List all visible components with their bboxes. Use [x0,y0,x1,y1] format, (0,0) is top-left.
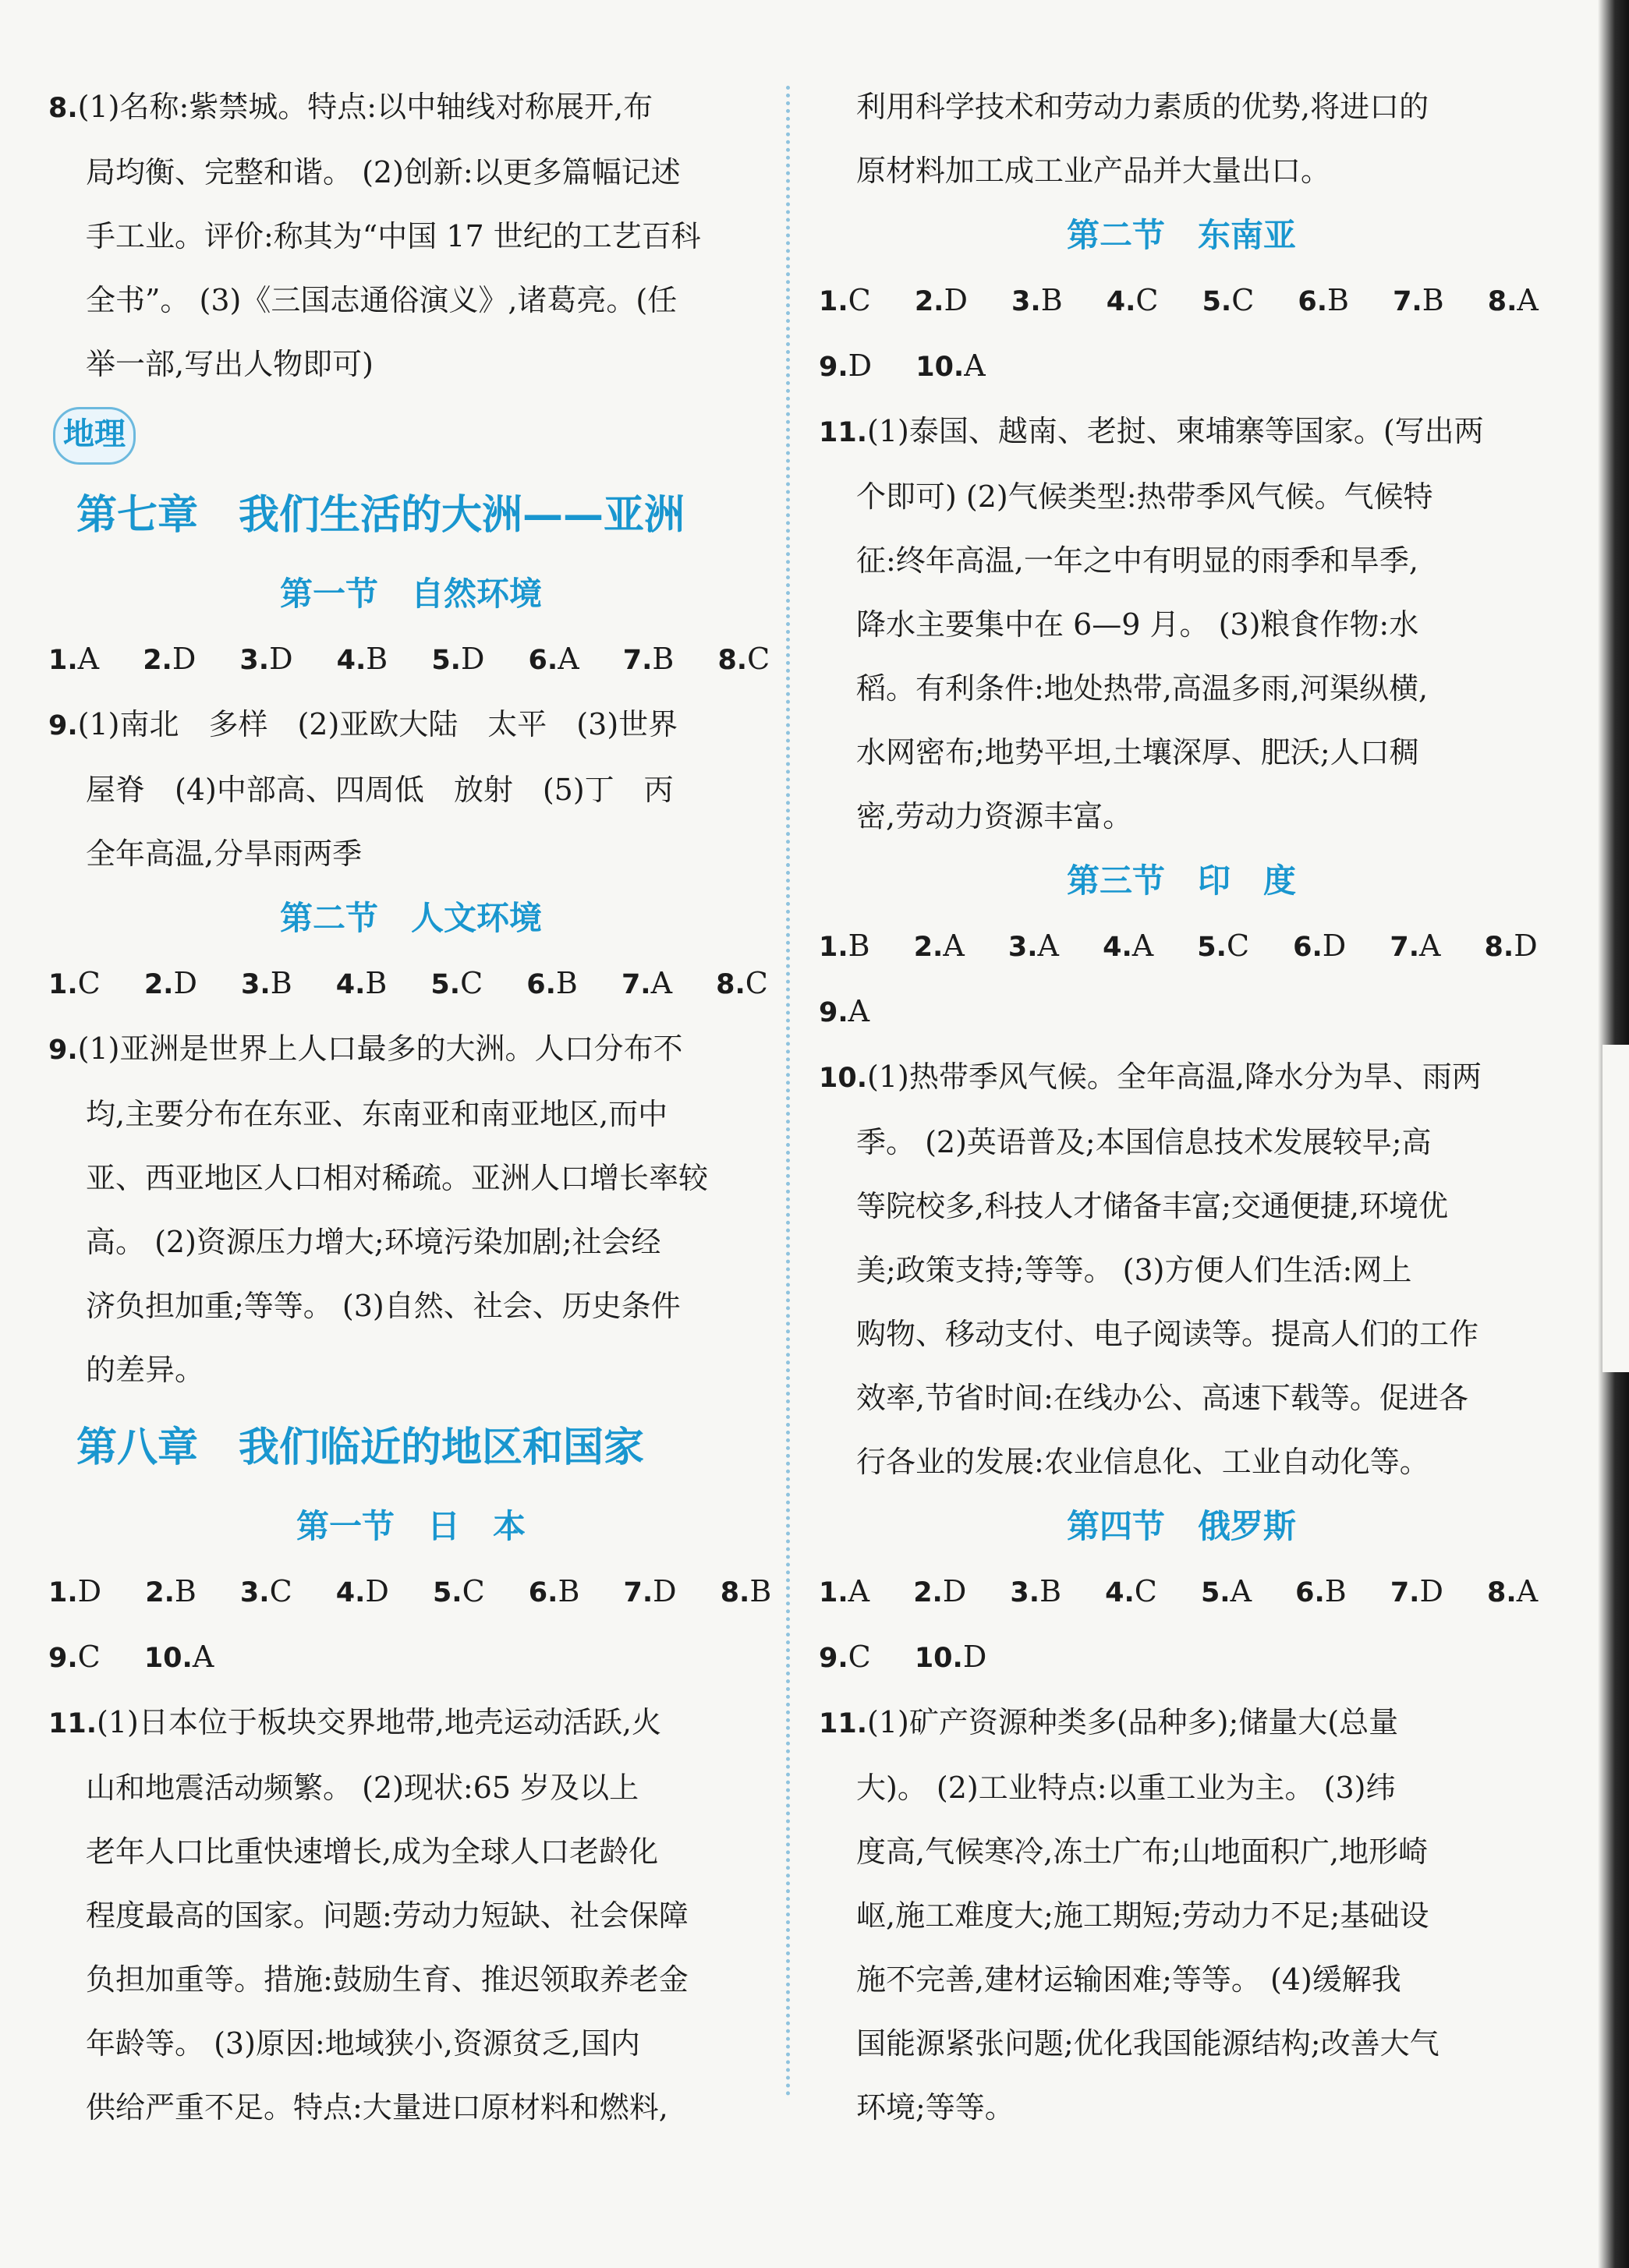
answer-text: 个即可) (2)气候类型:热带季风气候。气候特 [856,479,1433,514]
section-title: 第四节 俄罗斯 [1066,1507,1296,1545]
question-number: 8. [717,645,748,676]
answer-block [48,75,774,396]
question-number: 9. [48,1035,78,1066]
question-number: 10. [915,352,965,383]
question-number: 11. [48,1708,97,1739]
answer-text: 原材料加工成工业产品并大量出口。 [856,154,1331,188]
choice-letter: A [1419,929,1441,963]
choice-answers [48,1559,774,1625]
choice-letter: A [1230,1574,1252,1608]
answer-block [48,1017,774,1402]
question-number: 3. [1010,1577,1040,1608]
answer-text: 的差异。 [86,1353,205,1387]
section-title: 第三节 印 度 [1066,862,1296,900]
choice-letter: C [462,1574,485,1608]
choice-letter: D [944,283,968,317]
choice-letter: D [365,1574,389,1608]
answer-text: 年龄等。 (3)原因:地域狭小,资源贫乏,国内 [86,2026,640,2061]
answer-text: (1)亚洲是世界上人口最多的大洲。人口分布不 [77,1031,683,1066]
choice-letter: D [1419,1574,1443,1608]
answer-block [819,75,1544,203]
question-number: 5. [431,645,461,676]
choice-letter: B [848,929,870,963]
choice-letter: A [848,994,870,1028]
answer-text: 程度最高的国家。问题:劳动力短缺、社会保障 [86,1898,689,1933]
answer-text: 季。 (2)英语普及;本国信息技术发展较早;高 [856,1125,1432,1159]
question-number: 10. [143,1643,193,1674]
choice-letter: B [749,1574,772,1608]
choice-letter: C [460,966,483,1000]
question-number: 3. [239,645,270,676]
question-number: 8. [1487,286,1517,317]
choice-letter: C [1226,929,1250,963]
question-number: 9. [819,1643,848,1674]
answer-text: 亚、西亚地区人口相对稀疏。亚洲人口增长率较 [86,1161,709,1195]
answer-text: 降水主要集中在 6—9 月。 (3)粮食作物:水 [856,607,1419,642]
choice-letter: B [1324,1574,1347,1608]
question-number: 5. [432,1577,462,1608]
choice-letter: A [848,1574,870,1608]
section-title: 第二节 东南亚 [1066,216,1296,254]
choice-letter: D [962,1640,987,1674]
question-number: 2. [145,1577,175,1608]
question-number: 2. [143,969,174,1000]
question-number: 6. [1293,932,1323,963]
page-edge-gap [1602,1045,1629,1372]
choice-answers [819,1559,1544,1625]
answer-text: 施不完善,建材运输困难;等等。 (4)缓解我 [856,1962,1401,1997]
question-number: 1. [819,1577,848,1608]
answer-text: (1)矿产资源种类多(品种多);储量大(总量 [867,1705,1399,1739]
question-number: 3. [1008,932,1038,963]
question-number: 4. [1103,932,1132,963]
answer-text: 供给严重不足。特点:大量进口原材料和燃料, [86,2090,668,2125]
choice-letter: D [1322,929,1347,963]
choice-letter: B [174,1574,197,1608]
choice-letter: C [745,966,768,1000]
choice-letter: B [270,966,292,1000]
question-number: 3. [241,969,271,1000]
question-number: 7. [1390,1577,1420,1608]
choice-letter: D [269,642,293,676]
answer-text: 山和地震活动频繁。 (2)现状:65 岁及以上 [86,1771,639,1805]
choice-letter: C [269,1574,292,1608]
question-number: 8. [1484,932,1514,963]
question-number: 7. [621,969,651,1000]
choice-letter: D [1514,929,1538,963]
question-number: 4. [335,969,366,1000]
choice-letter: A [192,1640,214,1674]
question-number: 9. [819,352,848,383]
question-number: 8. [716,969,745,1000]
choice-letter: B [555,966,578,1000]
answer-block [819,399,1544,848]
answer-text: 局均衡、完整和谐。 (2)创新:以更多篇幅记述 [86,155,681,189]
answer-text: 手工业。评价:称其为“中国 17 世纪的工艺百科 [86,219,701,253]
choice-letter: A [77,642,100,676]
question-number: 7. [1393,286,1422,317]
answer-text: 美;政策支持;等等。 (3)方便人们生活:网上 [856,1253,1412,1287]
choice-letter: C [848,283,871,317]
choice-letter: A [558,642,579,676]
choice-letter: D [77,1574,102,1608]
answer-text: 全年高温,分旱雨两季 [86,837,363,871]
answer-text: 负担加重等。措施:鼓励生育、推迟领取养老金 [86,1962,689,1997]
answer-text: (1)泰国、越南、老挝、柬埔寨等国家。(写出两 [867,414,1484,448]
answer-text: 效率,节省时间:在线办公、高速下载等。促进各 [856,1381,1468,1415]
choice-letter: C [1231,283,1255,317]
choice-letter: A [1517,283,1539,317]
choice-letter: A [1037,929,1059,963]
subject-badge: 地理 [53,407,136,465]
column-divider [786,86,790,2097]
answer-text: (1)热带季风气候。全年高温,降水分为旱、雨两 [867,1060,1482,1094]
choice-answers [48,951,774,1017]
section-title: 第二节 人文环境 [279,899,542,937]
question-number: 10. [819,1063,868,1094]
question-number: 5. [430,969,461,1000]
question-number: 1. [48,1577,78,1608]
choice-letter: A [1516,1574,1539,1608]
question-number: 8. [720,1577,750,1608]
question-number: 4. [335,1577,366,1608]
answer-block [48,1690,774,2139]
choice-letter: D [848,349,873,383]
answer-text: (1)南北 多样 (2)亚欧大陆 太平 (3)世界 [77,707,678,741]
left-column [48,75,774,2139]
choice-letter: D [942,1574,967,1608]
question-number: 7. [623,1577,653,1608]
choice-answers [819,914,1544,979]
question-number: 6. [528,1577,558,1608]
question-number: 9. [48,1643,78,1674]
choice-letter: B [1039,1574,1062,1608]
answer-text: 大)。 (2)工业特点:以重工业为主。 (3)纬 [856,1771,1396,1805]
answer-text: 行各业的发展:农业信息化、工业自动化等。 [856,1445,1429,1479]
choice-letter: B [365,966,388,1000]
question-number: 3. [239,1577,270,1608]
question-number: 11. [819,417,868,448]
question-number: 8. [1487,1577,1517,1608]
answer-text: 等院校多,科技人才储备丰富;交通便捷,环境优 [856,1189,1448,1223]
choice-letter: A [650,966,673,1000]
answer-block [819,1045,1544,1494]
answer-text: 屋脊 (4)中部高、四周低 放射 (5)丁 丙 [86,773,674,807]
question-number: 2. [913,1577,943,1608]
answer-text: 全书”。 (3)《三国志通俗演义》,诸葛亮。(任 [86,283,678,317]
answer-block [48,692,774,886]
question-number: 3. [1011,286,1041,317]
question-number: 4. [1106,286,1136,317]
chapter-title: 第八章 我们临近的地区和国家 [76,1424,645,1471]
question-number: 7. [622,645,653,676]
question-number: 6. [528,645,558,676]
choice-letter: B [1327,283,1349,317]
answer-text: 老年人口比重快速增长,成为全球人口老龄化 [86,1835,659,1869]
question-number: 1. [819,932,848,963]
choice-letter: D [653,1574,677,1608]
answer-text: (1)名称:紫禁城。特点:以中轴线对称展开,布 [77,90,653,124]
choice-letter: A [1131,929,1154,963]
choice-letter: B [652,642,675,676]
question-number: 2. [913,932,944,963]
answer-text: 水网密布;地势平坦,土壤深厚、肥沃;人口稠 [856,735,1419,770]
choice-letter: B [558,1574,580,1608]
choice-letter: D [172,642,197,676]
question-number: 6. [1298,286,1328,317]
choice-letter: C [1134,1574,1157,1608]
choice-letter: B [1040,283,1063,317]
question-number: 6. [526,969,556,1000]
question-number: 4. [336,645,367,676]
answer-block [819,1690,1544,2139]
choice-answers [819,268,1544,334]
answer-text: 岖,施工难度大;施工期短;劳动力不足;基础设 [856,1898,1429,1933]
choice-answers [819,1625,1544,1690]
question-number: 9. [48,710,78,741]
answer-text: 购物、移动支付、电子阅读等。提高人们的工作 [856,1317,1479,1351]
answer-text: 利用科学技术和劳动力素质的优势,将进口的 [856,90,1429,124]
answer-text: 举一部,写出人物即可) [86,347,374,381]
section-title: 第一节 日 本 [296,1507,526,1545]
question-number: 5. [1197,932,1227,963]
answer-text: 密,劳动力资源丰富。 [856,799,1133,833]
choice-letter: A [964,349,986,383]
section-title: 第一节 自然环境 [279,575,542,613]
choice-letter: B [366,642,388,676]
answer-text: 济负担加重;等等。 (3)自然、社会、历史条件 [86,1289,681,1323]
answer-text: 稻。有利条件:地处热带,高温多雨,河渠纵横, [856,671,1429,706]
right-column [819,75,1544,2139]
question-number: 1. [48,969,78,1000]
question-number: 8. [48,93,78,124]
choice-letter: C [77,1640,101,1674]
choice-letter: D [460,642,485,676]
question-number: 11. [819,1708,868,1739]
answer-text: (1)日本位于板块交界地带,地壳运动活跃,火 [97,1705,662,1739]
question-number: 4. [1105,1577,1135,1608]
answer-text: 度高,气候寒冷,冻土广布;山地面积广,地形崎 [856,1835,1429,1869]
choice-letter: A [943,929,965,963]
answer-text: 均,主要分布在东亚、东南亚和南亚地区,而中 [86,1097,668,1131]
question-number: 2. [914,286,944,317]
question-number: 2. [143,645,172,676]
question-number: 7. [1390,932,1419,963]
question-number: 6. [1295,1577,1325,1608]
question-number: 5. [1200,1577,1231,1608]
choice-answers [48,627,774,692]
question-number: 1. [819,286,848,317]
choice-letter: C [747,642,770,676]
question-number: 5. [1202,286,1232,317]
choice-answers [48,1625,774,1690]
question-number: 10. [914,1643,963,1674]
chapter-title: 第七章 我们生活的大洲——亚洲 [76,492,685,539]
choice-letter: C [77,966,101,1000]
question-number: 9. [819,997,848,1028]
question-number: 1. [48,645,78,676]
choice-letter: B [1422,283,1444,317]
answer-text: 环境;等等。 [856,2090,1015,2125]
answer-text: 征:终年高温,一年之中有明显的雨季和旱季, [856,543,1418,578]
choice-letter: C [1135,283,1159,317]
choice-answers [819,979,1544,1045]
answer-text: 高。 (2)资源压力增大;环境污染加剧;社会经 [86,1225,661,1259]
choice-answers [819,334,1544,399]
choice-letter: D [173,966,197,1000]
choice-letter: C [848,1640,871,1674]
answer-text: 国能源紧张问题;优化我国能源结构;改善大气 [856,2026,1440,2061]
